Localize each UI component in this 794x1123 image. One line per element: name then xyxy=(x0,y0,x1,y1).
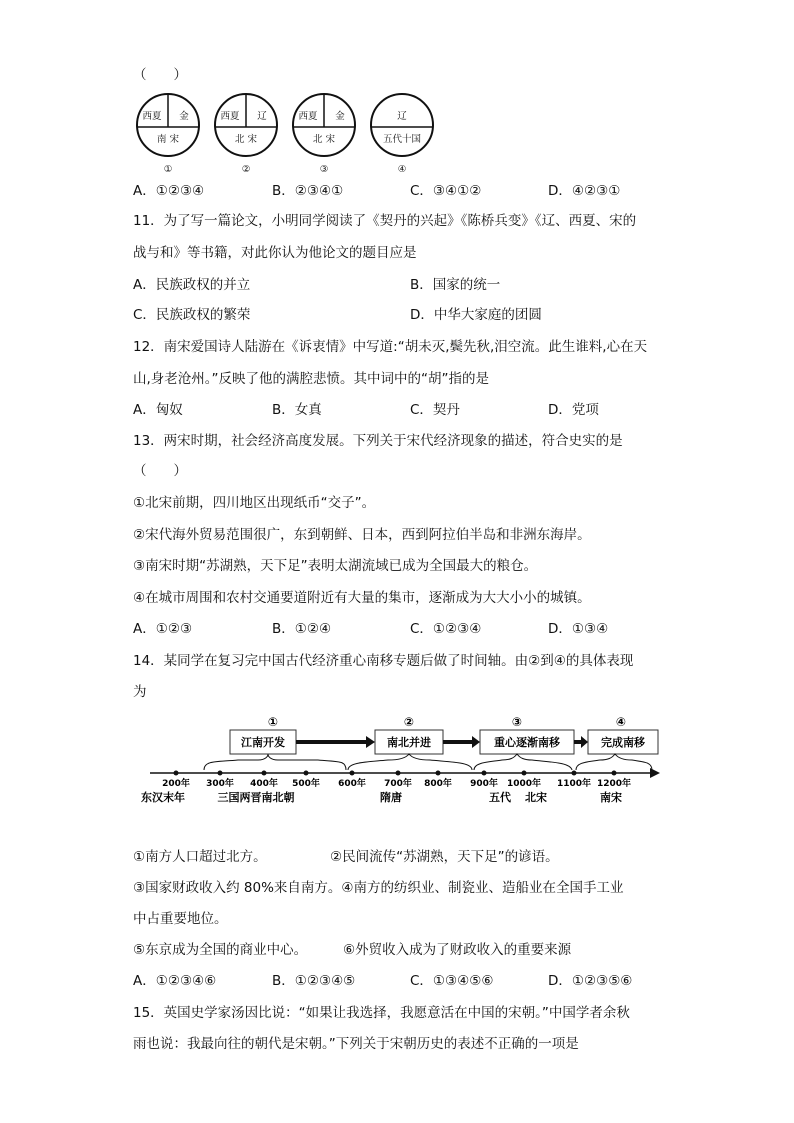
circle-1 xyxy=(137,94,199,175)
q13-statement-2: ②宋代海外贸易范围很广，东到朝鲜、日本，西到阿拉伯半岛和非洲东海岸。 xyxy=(133,527,591,543)
q12-option-d: D．党项 xyxy=(548,402,599,418)
timeline-tick xyxy=(436,771,441,776)
timeline-tick xyxy=(522,771,527,776)
stage-2-label: 南北并进 xyxy=(387,736,431,749)
circle-2-tl: 西夏 xyxy=(220,111,240,122)
q14-option-b: B．①②③④⑤ xyxy=(272,973,356,989)
timeline-year-label: 700年 xyxy=(384,779,412,789)
q15-stem-2: 雨也说：我最向往的朝代是宋朝。”下列关于宋朝历史的表述不正确的一项是 xyxy=(133,1036,579,1052)
circle-2-bottom: 北 宋 xyxy=(234,134,258,145)
circle-4 xyxy=(371,94,433,175)
timeline-tick xyxy=(482,771,487,776)
q11-option-c: C．民族政权的繁荣 xyxy=(133,307,251,323)
q13-statement-3: ③南宋时期“苏湖熟，天下足”表明太湖流域已成为全国最大的粮仓。 xyxy=(133,558,538,574)
era-sui-tang: 隋唐 xyxy=(380,791,402,804)
timeline-year-label: 900年 xyxy=(470,779,498,789)
q10-option-b: B．②③④① xyxy=(272,183,344,199)
q11-stem-1: 11．为了写一篇论文，小明同学阅读了《契丹的兴起》《陈桥兵变》《辽、西夏、宋的 xyxy=(133,213,637,229)
circle-2 xyxy=(215,94,277,175)
timeline-tick xyxy=(262,771,267,776)
timeline-tick xyxy=(396,771,401,776)
stage-4-label: 完成南移 xyxy=(601,736,645,749)
timeline-year-label: 800年 xyxy=(424,779,452,789)
circle-3-bottom: 北 宋 xyxy=(312,134,336,145)
circle-3 xyxy=(293,94,355,175)
era-eastern-han: 东汉末年 xyxy=(141,791,185,804)
circle-4-top: 辽 xyxy=(397,111,407,122)
circle-4-num: ④ xyxy=(397,164,407,175)
circle-1-tr: 金 xyxy=(179,111,189,122)
q12-option-b: B．女真 xyxy=(272,402,322,418)
q10-option-c: C．③④①② xyxy=(410,183,482,199)
q14-timeline xyxy=(138,708,668,808)
timeline-year-label: 500年 xyxy=(292,779,320,789)
q12-option-c: C．契丹 xyxy=(410,402,460,418)
circle-1-tl: 西夏 xyxy=(142,111,162,122)
q14-stem-2: 为 xyxy=(133,684,147,700)
stage-1-label: 江南开发 xyxy=(241,736,285,749)
q14-statement-4-cont: 中占重要地位。 xyxy=(133,911,228,927)
circle-3-num: ③ xyxy=(319,164,329,175)
q14-option-c: C．①③④⑤⑥ xyxy=(410,973,494,989)
q13-option-b: B．①②④ xyxy=(272,621,332,637)
timeline-year-label: 400年 xyxy=(250,779,278,789)
timeline-year-label: 200年 xyxy=(162,779,190,789)
stage-3-label: 重心逐渐南移 xyxy=(494,736,560,749)
timeline-tick xyxy=(218,771,223,776)
q11-option-d: D．中华大家庭的团圆 xyxy=(410,307,542,323)
q14-stem-1: 14．某同学在复习完中国古代经济重心南移专题后做了时间轴。由②到④的具体表现 xyxy=(133,653,634,669)
q15-stem-1: 15．英国史学家汤因比说：“如果让我选择，我愿意活在中国的宋朝。”中国学者余秋 xyxy=(133,1005,630,1021)
q14-statement-1: ①南方人口超过北方。 xyxy=(133,849,267,865)
q14-option-d: D．①②③⑤⑥ xyxy=(548,973,633,989)
stage-1-num: ① xyxy=(267,715,279,729)
q11-option-b: B．国家的统一 xyxy=(410,277,501,293)
circle-3-tl: 西夏 xyxy=(298,111,318,122)
q12-stem-1: 12．南宋爱国诗人陆游在《诉衷情》中写道:“胡未灭,鬓先秋,泪空流。此生谁料,心在天 xyxy=(133,339,648,355)
q13-stem-2: （ ） xyxy=(133,463,187,479)
timeline-year-label: 1000年 xyxy=(506,779,542,789)
q10-option-d: D．④②③① xyxy=(548,183,621,199)
era-wudai: 五代 xyxy=(489,791,511,804)
q13-stem-1: 13．两宋时期，社会经济高度发展。下列关于宋代经济现象的描述，符合史实的是 xyxy=(133,433,623,449)
q14-statement-2: ②民间流传“苏湖熟，天下足”的谚语。 xyxy=(330,849,559,865)
timeline-tick xyxy=(174,771,179,776)
timeline-tick xyxy=(612,771,617,776)
q12-stem-2: 山,身老沧州。”反映了他的满腔悲愤。其中词中的“胡”指的是 xyxy=(133,371,490,387)
timeline-tick xyxy=(350,771,355,776)
circle-2-num: ② xyxy=(241,164,251,175)
q13-option-a: A．①②③ xyxy=(133,621,193,637)
era-southern-song: 南宋 xyxy=(600,791,622,804)
q11-stem-2: 战与和》等书籍，对此你认为他论文的题目应是 xyxy=(133,245,417,261)
timeline-year-label: 600年 xyxy=(338,779,366,789)
q14-statement-6: ⑥外贸收入成为了财政收入的重要来源 xyxy=(343,942,572,958)
q10-option-a: A．①②③④ xyxy=(133,183,205,199)
circle-1-bottom: 南 宋 xyxy=(156,134,180,145)
circle-3-tr: 金 xyxy=(335,111,345,122)
q14-statement-5: ⑤东京成为全国的商业中心。 xyxy=(133,942,308,958)
q13-statement-4: ④在城市周围和农村交通要道附近有大量的集市，逐渐成为大大小小的城镇。 xyxy=(133,590,591,606)
stage-4-num: ④ xyxy=(615,715,627,729)
q12-option-a: A．匈奴 xyxy=(133,402,183,418)
circle-4-bottom: 五代十国 xyxy=(382,134,422,145)
q14-option-a: A．①②③④⑥ xyxy=(133,973,217,989)
era-sanguo: 三国两晋南北朝 xyxy=(217,791,295,804)
timeline-year-label: 300年 xyxy=(206,779,234,789)
timeline-year-label: 1200年 xyxy=(596,779,632,789)
timeline-tick xyxy=(304,771,309,776)
stage-2-num: ② xyxy=(403,715,415,729)
q10-paren: （ ） xyxy=(133,67,187,83)
era-northern-song: 北宋 xyxy=(525,791,547,804)
q14-statement-3-4: ③国家财政收入约 80%来自南方。④南方的纺织业、制瓷业、造船业在全国手工业 xyxy=(133,880,624,896)
circle-2-tr: 辽 xyxy=(257,111,267,122)
q11-option-a: A．民族政权的并立 xyxy=(133,277,251,293)
circle-1-num: ① xyxy=(163,164,173,175)
q13-option-d: D．①③④ xyxy=(548,621,609,637)
timeline-year-label: 1100年 xyxy=(556,779,592,789)
q13-statement-1: ①北宋前期，四川地区出现纸币“交子”。 xyxy=(133,495,376,511)
q10-circle-diagrams xyxy=(130,92,450,178)
q13-option-c: C．①②③④ xyxy=(410,621,482,637)
timeline-tick xyxy=(572,771,577,776)
stage-3-num: ③ xyxy=(511,715,523,729)
